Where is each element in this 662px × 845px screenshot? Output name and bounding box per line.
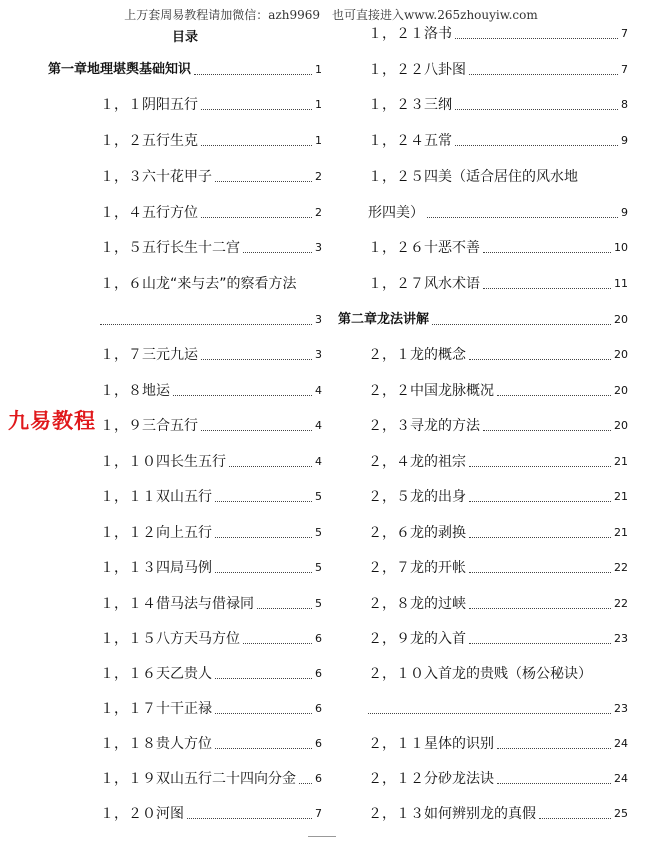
entry-title-wrapped[interactable]: １，２５四美（适合居住的风水地 [368,169,578,185]
page-number: 5 [315,561,322,574]
dot-leader [243,252,312,253]
page-number: 4 [315,455,322,468]
toc-entry[interactable] [368,60,628,80]
dot-leader [469,74,618,75]
toc-entry-continuation[interactable] [100,310,322,330]
page-number: 1 [315,63,322,76]
toc-chapter-1[interactable] [48,60,322,80]
dot-leader [539,818,611,819]
dot-leader [229,466,312,467]
entry-title: ２，６龙的剥换 [368,525,466,541]
entry-title: １，１２向上五行 [100,525,212,541]
dot-leader [427,217,618,218]
entry-title: １，２７风水术语 [368,276,480,292]
toc-entry[interactable] [100,734,322,754]
page-number: 20 [614,384,628,397]
dot-leader [243,643,312,644]
dot-leader [201,109,312,110]
dot-leader [215,181,312,182]
entry-title: １，２１洛书 [368,26,452,42]
page-number: 6 [315,702,322,715]
page-number: 6 [315,667,322,680]
dot-leader [215,678,312,679]
dot-leader [432,324,611,325]
entry-title: ２，２中国龙脉概况 [368,383,494,399]
entry-title: １，１６天乙贵人 [100,666,212,682]
toc-entry[interactable] [368,487,628,507]
page-number: 7 [315,807,322,820]
entry-title: ２，５龙的出身 [368,489,466,505]
dot-leader [201,145,312,146]
toc-entry[interactable] [368,594,628,614]
dot-leader [201,430,312,431]
entry-title: １，８地运 [100,383,170,399]
entry-title: １，２０河图 [100,806,184,822]
toc-entry[interactable] [368,416,628,436]
page-number: 2 [315,206,322,219]
toc-entry[interactable] [100,558,322,578]
entry-title: １，１３四局马例 [100,560,212,576]
dot-leader [455,109,618,110]
entry-title: １，２３三纲 [368,97,452,113]
toc-entry[interactable] [100,487,322,507]
toc-entry[interactable] [368,558,628,578]
page-number: 3 [315,348,322,361]
dot-leader [173,395,312,396]
dot-leader [201,217,312,218]
entry-title-wrapped[interactable]: ２，１０入首龙的贵贱（杨公秘诀） [368,666,592,682]
toc-entry[interactable] [100,452,322,472]
entry-title: １，２４五常 [368,133,452,149]
toc-entry[interactable] [100,594,322,614]
toc-entry[interactable] [368,381,628,401]
dot-leader [100,324,312,325]
page-number: 7 [621,27,628,40]
entry-title: １，１阴阳五行 [100,97,198,113]
entry-title: ２，７龙的开帐 [368,560,466,576]
entry-title-continued: 形四美） [368,205,424,221]
entry-title: ２，１２分砂龙法诀 [368,771,494,787]
dot-leader [455,38,618,39]
page-number: 7 [621,63,628,76]
toc-entry[interactable] [368,452,628,472]
entry-title: １，２五行生克 [100,133,198,149]
toc-entry[interactable] [100,167,322,187]
dot-leader [299,783,312,784]
dot-leader [497,783,611,784]
dot-leader [483,430,611,431]
page-number: 20 [614,419,628,432]
entry-title-wrapped[interactable]: １，６山龙“来与去”的察看方法 [100,276,297,292]
entry-title: ２，８龙的过峡 [368,596,466,612]
dot-leader [469,466,611,467]
toc-entry[interactable] [100,523,322,543]
toc-entry[interactable] [368,24,628,44]
toc-entry-continuation[interactable] [368,699,628,719]
toc-entry[interactable] [100,664,322,684]
page-number: 6 [315,632,322,645]
entry-title: ２，１１星体的识别 [368,736,494,752]
dot-leader [368,713,611,714]
entry-title: ２，４龙的祖宗 [368,454,466,470]
toc-entry[interactable] [368,629,628,649]
entry-title: １，４五行方位 [100,205,198,221]
page-number: 23 [614,632,628,645]
page-number: 1 [315,134,322,147]
page-number: 9 [621,206,628,219]
page-number: 21 [614,490,628,503]
dot-leader [483,288,611,289]
page-number: 3 [315,313,322,326]
entry-title: １，１４借马法与借禄同 [100,596,254,612]
dot-leader [201,359,312,360]
page-number: 4 [315,419,322,432]
dot-leader [469,501,611,502]
toc-title: 目录 [171,30,198,45]
page-number: 21 [614,455,628,468]
dot-leader [497,395,611,396]
toc-entry[interactable] [368,238,628,258]
entry-title: ２，９龙的入首 [368,631,466,647]
toc-entry[interactable] [368,523,628,543]
entry-title: ２，１龙的概念 [368,347,466,363]
header-banner: 上万套周易教程请加微信：azh9969 也可直接进入www.265zhouyiw.com [124,8,538,22]
toc-entry[interactable] [100,381,322,401]
page-number: 10 [614,241,628,254]
watermark-logo: 九易教程 [8,409,96,433]
dot-leader [455,145,618,146]
dot-leader [483,252,611,253]
toc-entry[interactable] [100,203,322,223]
page-number: 22 [614,561,628,574]
page-number: 20 [614,348,628,361]
page-number: 24 [614,772,628,785]
dot-leader [469,608,611,609]
entry-title: １，３六十花甲子 [100,169,212,185]
toc-chapter-2[interactable] [338,310,628,330]
toc-entry[interactable] [368,769,628,789]
chapter-title: 第一章地理堪舆基础知识 [48,62,192,77]
toc-right-column [330,0,662,845]
entry-title: １，１０四长生五行 [100,454,226,470]
dot-leader [257,608,312,609]
toc-entry[interactable] [100,238,322,258]
page-number: 22 [614,597,628,610]
entry-title: １，１１双山五行 [100,489,212,505]
page-number: 3 [315,241,322,254]
page-number: 1 [315,98,322,111]
entry-title: １，１８贵人方位 [100,736,212,752]
toc-entry[interactable] [100,769,322,789]
toc-entry[interactable] [368,734,628,754]
toc-entry[interactable] [368,804,628,824]
toc-entry-continuation[interactable] [368,203,628,223]
toc-entry[interactable] [368,131,628,151]
page-number: 8 [621,98,628,111]
entry-title: ２，３寻龙的方法 [368,418,480,434]
entry-title: １，１５八方天马方位 [100,631,240,647]
entry-title: １，２２八卦图 [368,62,466,78]
dot-leader [469,537,611,538]
dot-leader [469,643,611,644]
page-number: 6 [315,737,322,750]
page-number: 9 [621,134,628,147]
toc-entry[interactable] [100,804,322,824]
dot-leader [215,713,312,714]
entry-title: １，９三合五行 [100,418,198,434]
entry-title: １，１７十干正禄 [100,701,212,717]
page-number: 4 [315,384,322,397]
page-number: 20 [614,313,628,326]
toc-entry[interactable] [100,131,322,151]
dot-leader [215,572,312,573]
page-number: 11 [614,277,628,290]
toc-entry[interactable] [368,95,628,115]
page-number: 21 [614,526,628,539]
toc-entry[interactable] [100,416,322,436]
toc-entry[interactable] [100,699,322,719]
page-number: 5 [315,490,322,503]
toc-entry[interactable] [100,629,322,649]
page-number: 2 [315,170,322,183]
entry-title: １，２６十恶不善 [368,240,480,256]
toc-entry[interactable] [368,345,628,365]
dot-leader [215,501,312,502]
dot-leader [187,818,312,819]
page-number: 23 [614,702,628,715]
dot-leader [194,74,312,75]
dot-leader [215,748,312,749]
page-number: 5 [315,597,322,610]
page-number: 5 [315,526,322,539]
entry-title: ２，１３如何辨别龙的真假 [368,806,536,822]
entry-title: １，５五行长生十二宫 [100,240,240,256]
page-number: 24 [614,737,628,750]
dot-leader [215,537,312,538]
page-number: 25 [614,807,628,820]
dot-leader [469,359,611,360]
page-number: 6 [315,772,322,785]
toc-entry[interactable] [100,345,322,365]
entry-title: １，１９双山五行二十四向分金 [100,771,296,787]
page-footer-mark [308,836,336,841]
toc-entry[interactable] [100,95,322,115]
dot-leader [497,748,611,749]
toc-entry[interactable] [368,274,628,294]
entry-title: １，７三元九运 [100,347,198,363]
chapter-title: 第二章龙法讲解 [338,312,430,327]
dot-leader [469,572,611,573]
